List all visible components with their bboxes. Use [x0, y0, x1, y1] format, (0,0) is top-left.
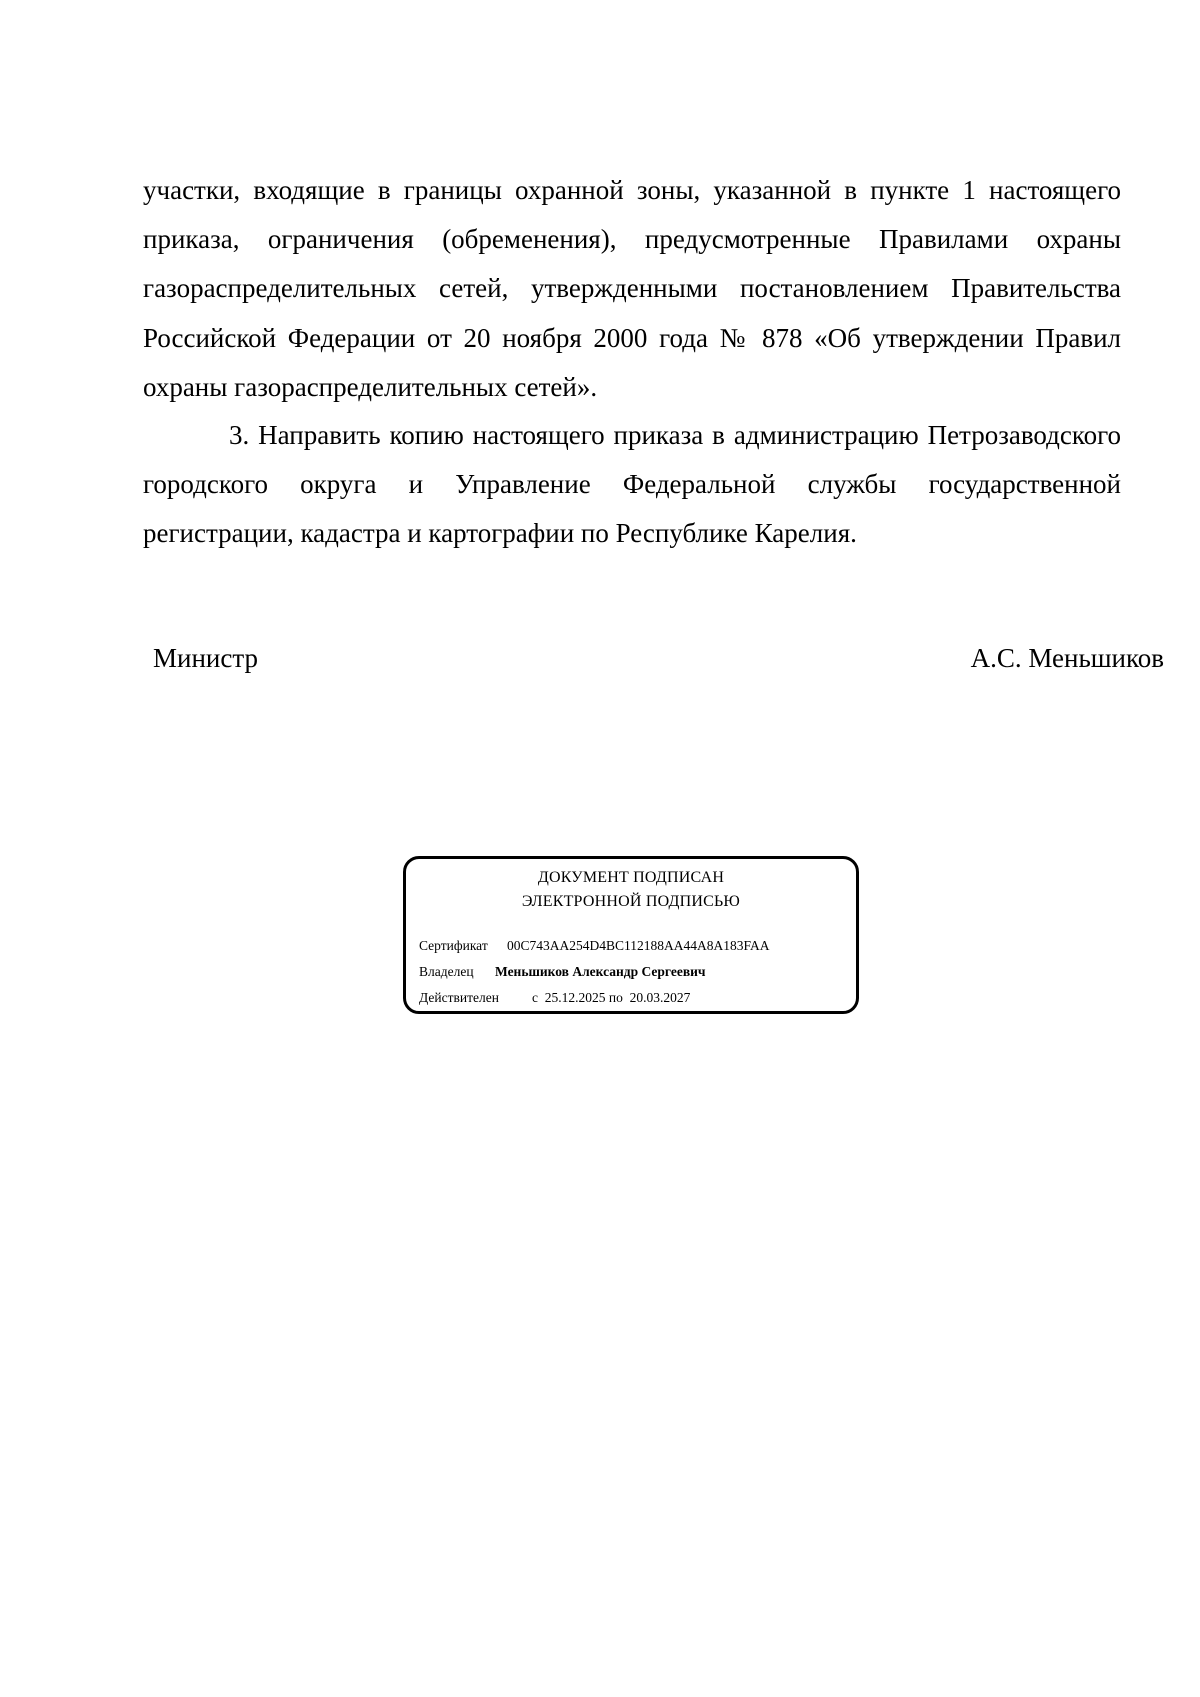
validity-label: Действителен	[419, 990, 499, 1005]
certificate-value: 00C743AA254D4BC112188AA44A8A183FAA	[507, 938, 770, 953]
owner-value: Меньшиков Александр Сергеевич	[495, 964, 706, 979]
body-paragraph-2: 3. Направить копию настоящего приказа в администрацию Петрозаводского городского округа и Управление Федеральной службы государственной регистрации, кадастра и картографии по Республике Карелия.	[143, 420, 1121, 549]
stamp-validity-row	[419, 988, 690, 1008]
stamp-certificate-row	[419, 936, 770, 956]
validity-value: с 25.12.2025 по 20.03.2027	[532, 990, 691, 1005]
signatory-position: Министр	[153, 643, 258, 673]
owner-label: Владелец	[419, 964, 474, 979]
body-paragraph-1: участки, входящие в границы охранной зоны, указанной в пункте 1 настоящего приказа, ограничения (обременения), предусмотренные Правилами охраны газораспределительных сетей, утвержденными постановлением Правительства Российской Федерации от 20 ноября 2000 года № 878 «Об утверждении Правил охраны газораспределительных сетей».	[143, 175, 1121, 402]
signatory-name: А.С. Меньшиков	[970, 643, 1164, 673]
stamp-title-line-2: ЭЛЕКТРОННОЙ ПОДПИСЬЮ	[521, 893, 741, 910]
stamp-owner-row	[419, 962, 706, 982]
electronic-signature-stamp	[403, 856, 859, 1014]
stamp-title-line-1: ДОКУМЕНТ ПОДПИСАН	[537, 869, 725, 886]
stamp-title	[406, 866, 856, 914]
certificate-label: Сертификат	[419, 938, 488, 953]
